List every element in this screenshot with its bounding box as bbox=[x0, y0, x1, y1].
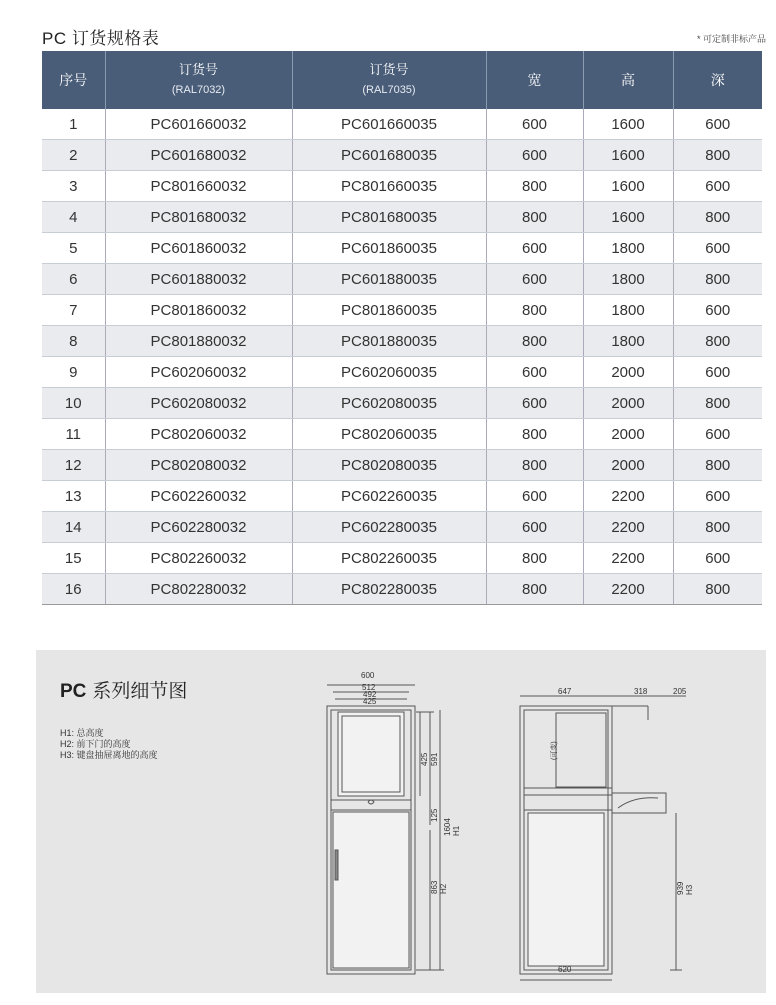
cell-width: 800 bbox=[486, 543, 583, 574]
legend-h3: H3: 键盘抽屉离地的高度 bbox=[60, 750, 158, 760]
cell-order-ral7032: PC602080032 bbox=[105, 388, 292, 419]
cell-order-ral7035: PC602280035 bbox=[292, 512, 486, 543]
cell-width: 600 bbox=[486, 481, 583, 512]
cell-depth: 600 bbox=[673, 109, 762, 140]
dim-939: 939 bbox=[676, 881, 685, 895]
cell-seq: 5 bbox=[42, 233, 105, 264]
cell-order-ral7035: PC601660035 bbox=[292, 109, 486, 140]
cell-width: 800 bbox=[486, 419, 583, 450]
header-order-ral7032-line2: (RAL7032) bbox=[171, 84, 226, 96]
cell-order-ral7032: PC602060032 bbox=[105, 357, 292, 388]
cell-depth: 800 bbox=[673, 264, 762, 295]
dim-620: 620 bbox=[558, 965, 572, 974]
cell-depth: 800 bbox=[673, 574, 762, 605]
header-height: 高 bbox=[583, 51, 673, 109]
cell-width: 800 bbox=[486, 326, 583, 357]
side-view-drawing bbox=[520, 696, 686, 980]
cell-height: 1800 bbox=[583, 295, 673, 326]
cell-height: 2200 bbox=[583, 543, 673, 574]
cell-seq: 14 bbox=[42, 512, 105, 543]
cell-order-ral7035: PC802280035 bbox=[292, 574, 486, 605]
header-seq: 序号 bbox=[42, 51, 105, 109]
cell-height: 1600 bbox=[583, 140, 673, 171]
cell-width: 800 bbox=[486, 295, 583, 326]
cell-height: 1800 bbox=[583, 326, 673, 357]
dim-125: 125 bbox=[430, 808, 439, 822]
cell-seq: 2 bbox=[42, 140, 105, 171]
table-row bbox=[42, 388, 762, 419]
table-row bbox=[42, 171, 762, 202]
spec-table bbox=[42, 51, 762, 605]
cell-order-ral7035: PC602260035 bbox=[292, 481, 486, 512]
cell-width: 600 bbox=[486, 388, 583, 419]
table-row bbox=[42, 481, 762, 512]
cell-width: 600 bbox=[486, 357, 583, 388]
cell-order-ral7035: PC602060035 bbox=[292, 357, 486, 388]
cell-order-ral7032: PC601680032 bbox=[105, 140, 292, 171]
front-view-drawing bbox=[327, 685, 444, 974]
cell-order-ral7035: PC801860035 bbox=[292, 295, 486, 326]
cell-order-ral7032: PC801860032 bbox=[105, 295, 292, 326]
legend-h2: H2: 前下门的高度 bbox=[60, 739, 131, 749]
cell-height: 1600 bbox=[583, 202, 673, 233]
cell-seq: 4 bbox=[42, 202, 105, 233]
cell-height: 1600 bbox=[583, 109, 673, 140]
cell-order-ral7035: PC601860035 bbox=[292, 233, 486, 264]
cell-depth: 800 bbox=[673, 326, 762, 357]
dim-425: 425 bbox=[363, 697, 377, 706]
cell-depth: 800 bbox=[673, 140, 762, 171]
table-row bbox=[42, 450, 762, 481]
detail-panel bbox=[36, 650, 766, 993]
dim-492: 492 bbox=[363, 690, 377, 699]
cell-order-ral7032: PC802080032 bbox=[105, 450, 292, 481]
cell-width: 600 bbox=[486, 233, 583, 264]
dim-647: 647 bbox=[558, 687, 572, 696]
table-row bbox=[42, 512, 762, 543]
cell-depth: 600 bbox=[673, 419, 762, 450]
cell-order-ral7035: PC601680035 bbox=[292, 140, 486, 171]
cell-height: 1600 bbox=[583, 171, 673, 202]
cell-depth: 800 bbox=[673, 512, 762, 543]
table-row bbox=[42, 109, 762, 140]
legend-h1: H1: 总高度 bbox=[60, 728, 104, 738]
cell-order-ral7032: PC801660032 bbox=[105, 171, 292, 202]
table-row bbox=[42, 326, 762, 357]
cell-width: 600 bbox=[486, 264, 583, 295]
cell-order-ral7032: PC601860032 bbox=[105, 233, 292, 264]
cell-order-ral7035: PC602080035 bbox=[292, 388, 486, 419]
cell-height: 2000 bbox=[583, 357, 673, 388]
header-order-ral7032-line1: 订货号 bbox=[178, 62, 218, 77]
header-order-ral7035-line2: (RAL7035) bbox=[362, 84, 416, 96]
dim-h2: H2 bbox=[439, 883, 448, 894]
detail-title-text: 系列细节图 bbox=[92, 681, 188, 702]
cell-seq: 16 bbox=[42, 574, 105, 605]
cell-seq: 11 bbox=[42, 419, 105, 450]
cell-order-ral7035: PC802080035 bbox=[292, 450, 486, 481]
dim-h1: H1 bbox=[452, 825, 461, 836]
cell-depth: 800 bbox=[673, 450, 762, 481]
cell-width: 800 bbox=[486, 450, 583, 481]
cell-height: 2200 bbox=[583, 512, 673, 543]
cell-order-ral7032: PC602280032 bbox=[105, 512, 292, 543]
cell-width: 800 bbox=[486, 574, 583, 605]
table-row bbox=[42, 202, 762, 233]
cell-width: 600 bbox=[486, 140, 583, 171]
cell-seq: 8 bbox=[42, 326, 105, 357]
dim-1604: 1604 bbox=[443, 818, 452, 836]
header-width: 宽 bbox=[486, 51, 583, 109]
cell-order-ral7035: PC802260035 bbox=[292, 543, 486, 574]
cell-depth: 800 bbox=[673, 388, 762, 419]
cell-height: 2000 bbox=[583, 419, 673, 450]
cell-width: 800 bbox=[486, 171, 583, 202]
cell-order-ral7032: PC601660032 bbox=[105, 109, 292, 140]
cell-width: 600 bbox=[486, 512, 583, 543]
cell-order-ral7032: PC601880032 bbox=[105, 264, 292, 295]
optional-label: (可变) bbox=[551, 741, 558, 760]
cell-depth: 600 bbox=[673, 481, 762, 512]
cell-seq: 3 bbox=[42, 171, 105, 202]
dim-h3: H3 bbox=[685, 884, 694, 895]
cell-seq: 15 bbox=[42, 543, 105, 574]
cell-width: 800 bbox=[486, 202, 583, 233]
cell-order-ral7035: PC601880035 bbox=[292, 264, 486, 295]
cabinet-drawings bbox=[36, 650, 766, 993]
cell-order-ral7032: PC802280032 bbox=[105, 574, 292, 605]
dim-591: 591 bbox=[430, 752, 439, 766]
cell-depth: 800 bbox=[673, 202, 762, 233]
dim-205: 205 bbox=[673, 687, 687, 696]
dim-863: 863 bbox=[430, 880, 439, 894]
cell-seq: 10 bbox=[42, 388, 105, 419]
table-row bbox=[42, 295, 762, 326]
header-order-ral7035 bbox=[292, 51, 486, 109]
detail-title-prefix: PC bbox=[60, 681, 87, 702]
cell-order-ral7035: PC801660035 bbox=[292, 171, 486, 202]
custom-note: * 可定制非标产品 bbox=[696, 34, 766, 44]
cell-height: 2000 bbox=[583, 388, 673, 419]
cell-seq: 9 bbox=[42, 357, 105, 388]
cell-seq: 7 bbox=[42, 295, 105, 326]
table-row bbox=[42, 233, 762, 264]
cell-depth: 600 bbox=[673, 543, 762, 574]
cell-order-ral7035: PC802060035 bbox=[292, 419, 486, 450]
cell-height: 1800 bbox=[583, 264, 673, 295]
dim-600: 600 bbox=[361, 671, 375, 680]
cell-order-ral7032: PC801880032 bbox=[105, 326, 292, 357]
cell-depth: 600 bbox=[673, 295, 762, 326]
cell-order-ral7032: PC802060032 bbox=[105, 419, 292, 450]
cell-depth: 600 bbox=[673, 233, 762, 264]
dim-318: 318 bbox=[634, 687, 648, 696]
cell-height: 1800 bbox=[583, 233, 673, 264]
page-title: PC 订货规格表 bbox=[42, 29, 160, 48]
table-header-row bbox=[42, 51, 762, 109]
dim-512: 512 bbox=[362, 683, 376, 692]
cell-order-ral7032: PC802260032 bbox=[105, 543, 292, 574]
cell-seq: 1 bbox=[42, 109, 105, 140]
table-row bbox=[42, 264, 762, 295]
cell-order-ral7035: PC801680035 bbox=[292, 202, 486, 233]
cell-order-ral7032: PC602260032 bbox=[105, 481, 292, 512]
header-order-ral7032 bbox=[105, 51, 292, 109]
cell-depth: 600 bbox=[673, 357, 762, 388]
table-row bbox=[42, 574, 762, 605]
cell-height: 2200 bbox=[583, 574, 673, 605]
table-row bbox=[42, 357, 762, 388]
cell-seq: 12 bbox=[42, 450, 105, 481]
cell-order-ral7032: PC801680032 bbox=[105, 202, 292, 233]
table-row bbox=[42, 140, 762, 171]
cell-height: 2200 bbox=[583, 481, 673, 512]
cell-seq: 13 bbox=[42, 481, 105, 512]
cell-height: 2000 bbox=[583, 450, 673, 481]
header-order-ral7035-line1: 订货号 bbox=[369, 62, 409, 77]
cell-width: 600 bbox=[486, 109, 583, 140]
dim-425-vertical: 425 bbox=[420, 752, 429, 766]
header-depth: 深 bbox=[673, 51, 762, 109]
cell-order-ral7035: PC801880035 bbox=[292, 326, 486, 357]
cell-seq: 6 bbox=[42, 264, 105, 295]
table-row bbox=[42, 419, 762, 450]
cell-depth: 600 bbox=[673, 171, 762, 202]
table-row bbox=[42, 543, 762, 574]
